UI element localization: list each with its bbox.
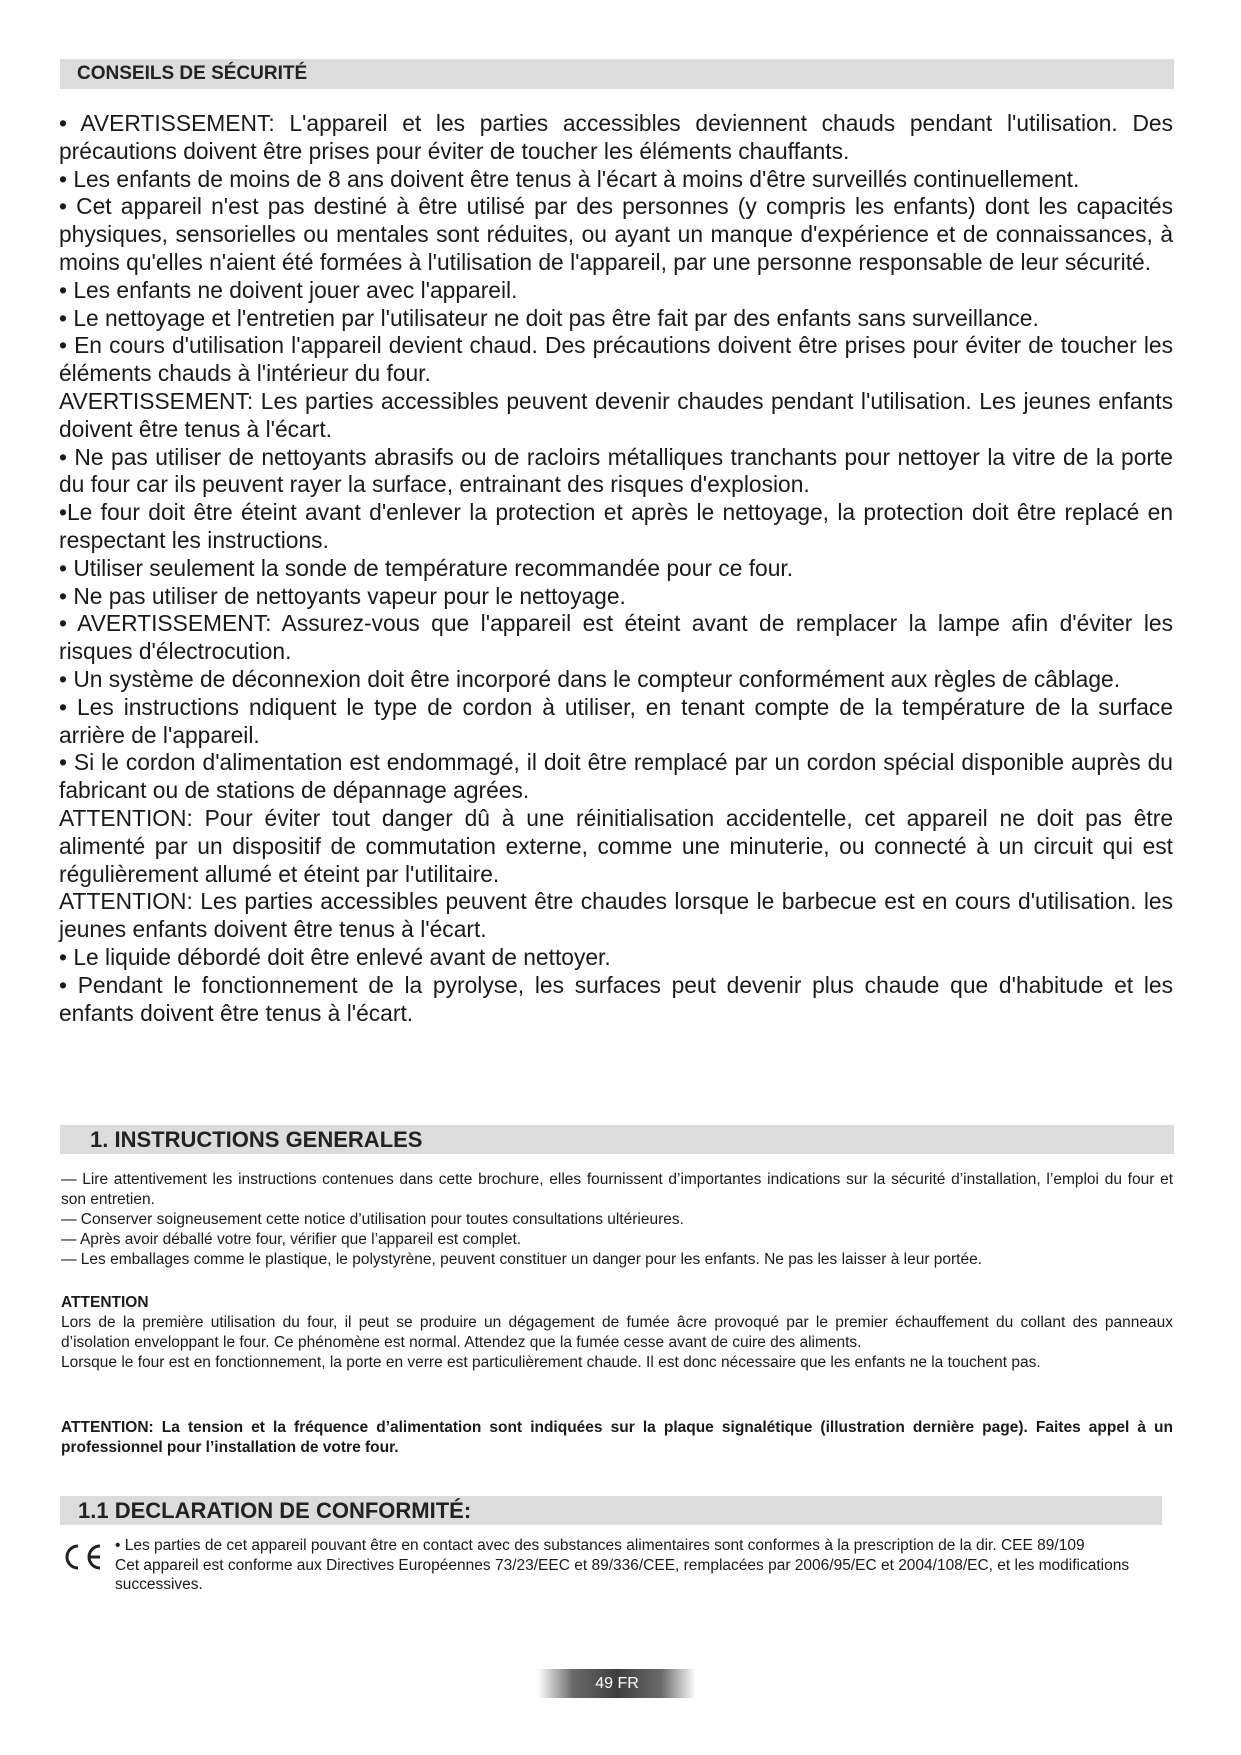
security-paragraph: ATTENTION: Les parties accessibles peuvent être chaudes lorsque le barbecue est en cours d'utilisation. les jeunes enfants doivent être tenus à l'écart. [59, 888, 1173, 943]
security-paragraph: • Ne pas utiliser de nettoyants abrasifs ou de racloirs métalliques tranchants pour nettoyer la vitre de la porte du four car ils peuvent rayer la surface, entrainant des risques d'explosion. [59, 443, 1173, 498]
security-paragraph: • Les instructions ndiquent le type de cordon à utiliser, en tenant compte de la température de la surface arrière de l'appareil. [59, 693, 1173, 748]
attention-block [61, 1293, 1173, 1373]
security-paragraph: •Le four doit être éteint avant d'enlever la protection et après le nettoyage, la protection doit être replacé en respectant les instructions. [59, 499, 1173, 553]
security-paragraph: • Les enfants ne doivent jouer avec l'appareil. [59, 276, 518, 303]
ce-mark-icon [60, 1542, 106, 1572]
security-paragraph: • Les enfants de moins de 8 ans doivent être tenus à l'écart à moins d'être surveillés continuellement. [59, 165, 1080, 192]
general-item: — Conserver soigneusement cette notice d’utilisation pour toutes consultations ultérieures. [61, 1211, 684, 1228]
security-paragraph: • Ne pas utiliser de nettoyants vapeur pour le nettoyage. [59, 582, 626, 609]
security-paragraph: • Le nettoyage et l'entretien par l'utilisateur ne doit pas être fait par des enfants sans surveillance. [59, 304, 1039, 331]
security-paragraph: • Le liquide débordé doit être enlevé avant de nettoyer. [59, 943, 611, 970]
security-paragraph: • Utiliser seulement la sonde de température recommandée pour ce four. [59, 554, 794, 581]
power-attention-text: ATTENTION: La tension et la fréquence d’alimentation sont indiquées sur la plaque signalétique (illustration dernière page). Faites appel à un professionnel pour l’installation de votre four. [61, 1419, 1173, 1456]
security-text [59, 110, 1173, 1027]
general-item: — Lire attentivement les instructions contenues dans cette brochure, elles fournissent d’importantes indications sur la sécurité d’installation, l’emploi du four et son entretien. [61, 1171, 1173, 1208]
security-paragraph: • Un système de déconnexion doit être incorporé dans le compteur conformément aux règles de câblage. [59, 665, 1121, 692]
security-paragraph: • Cet appareil n'est pas destiné à être utilisé par des personnes (y compris les enfants) dont les capacités physiques, sensorielles ou mentales sont réduites, ou ayant un manque d'expérience et de connaissances, à moins qu'elles n'aient été formées à l'utilisation de l'appareil, par une personne responsable de leur sécurité. [59, 193, 1173, 275]
section-header-security: CONSEILS DE SÉCURITÉ [60, 59, 1174, 89]
conformity-block [60, 1536, 1170, 1595]
conformity-line: • Les parties de cet appareil pouvant être en contact avec des substances alimentaires sont conformes à la prescription de la dir. CEE 89/109 [115, 1537, 1085, 1554]
general-item: — Après avoir déballé votre four, vérifier que l’appareil est complet. [61, 1231, 522, 1248]
attention-text: Lors de la première utilisation du four, il peut se produire un dégagement de fumée âcre provoqué par le premier échauffement du collant des panneaux d’isolation enveloppant le four. Ce phénomène est normal. Attendez que la fumée cesse avant de cuire des aliments. [61, 1314, 1173, 1351]
attention-title: ATTENTION [61, 1294, 149, 1311]
security-paragraph: • Si le cordon d'alimentation est endommagé, il doit être remplacé par un cordon spécial disponible auprès du fabricant ou de stations de dépannage agrées. [59, 749, 1173, 804]
page-number: 49 FR [538, 1669, 696, 1698]
power-attention-note [61, 1418, 1173, 1458]
security-paragraph: • Pendant le fonctionnement de la pyrolyse, les surfaces peut devenir plus chaude que d'habitude et les enfants doivent être tenus à l'écart. [59, 971, 1173, 1026]
attention-text: Lorsque le four est en fonctionnement, la porte en verre est particulièrement chaude. Il est donc nécessaire que les enfants ne la touchent pas. [61, 1354, 1041, 1371]
security-paragraph: • AVERTISSEMENT: Assurez-vous que l'appareil est éteint avant de remplacer la lampe afin d'éviter les risques d'électrocution. [59, 610, 1173, 665]
security-paragraph: • En cours d'utilisation l'appareil devient chaud. Des précautions doivent être prises pour éviter de toucher les éléments chauds à l'intérieur du four. [59, 332, 1173, 387]
section-header-general: 1. INSTRUCTIONS GENERALES [60, 1125, 1174, 1154]
security-paragraph: ATTENTION: Pour éviter tout danger dû à une réinitialisation accidentelle, cet appareil ne doit pas être alimenté par un dispositif de commutation externe, comme une minuterie, ou connecté à un circuit qui est régulièrement allumé et éteint par l'utilitaire. [59, 804, 1173, 887]
conformity-line: Cet appareil est conforme aux Directives Européennes 73/23/EEC et 89/336/CEE, remplacées par 2006/95/EC et 2004/108/EC, et les modifications successives. [115, 1556, 1130, 1593]
security-paragraph: • AVERTISSEMENT: L'appareil et les parties accessibles deviennent chauds pendant l'utilisation. Des précautions doivent être prises pour éviter de toucher les éléments chauffants. [59, 110, 1173, 164]
section-header-conformity: 1.1 DECLARATION DE CONFORMITÉ: [60, 1496, 1162, 1525]
general-instructions-list [61, 1170, 1173, 1270]
security-paragraph: AVERTISSEMENT: Les parties accessibles peuvent devenir chaudes pendant l'utilisation. Les jeunes enfants doivent être tenus à l'écart. [59, 387, 1173, 442]
general-item: — Les emballages comme le plastique, le polystyrène, peuvent constituer un danger pour les enfants. Ne pas les laisser à leur portée. [61, 1251, 983, 1268]
